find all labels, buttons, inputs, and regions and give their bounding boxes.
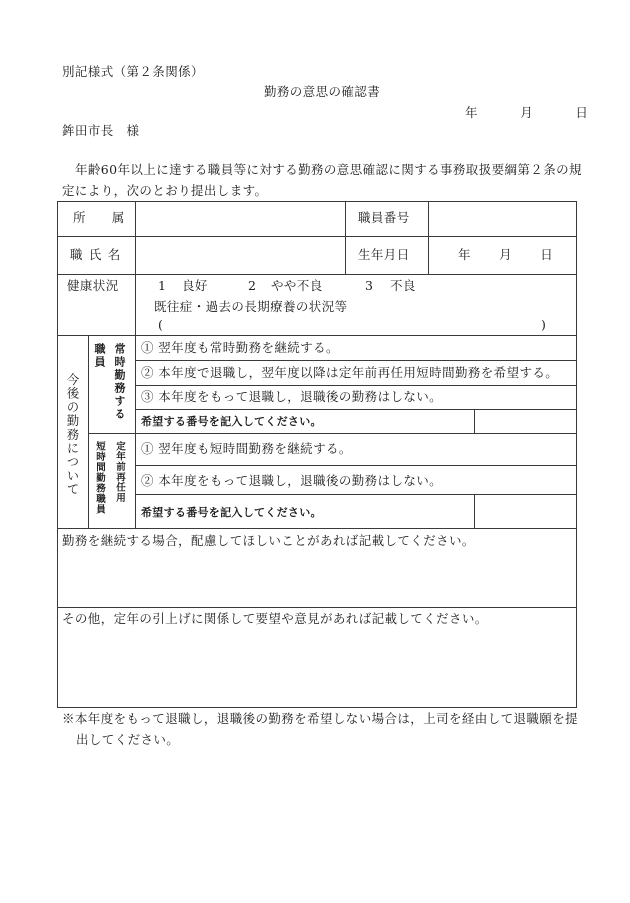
addressee: 鉾田市長 様	[62, 123, 140, 138]
intro-text-line-1: 年齢60年以上に達する職員等に対する勤務の意思確認に関する事務取扱要綱第２条の規	[75, 162, 582, 177]
name-field[interactable]	[136, 237, 344, 273]
table-rule	[576, 201, 577, 708]
birthdate-placeholder: 年 月 日	[458, 247, 554, 262]
health-option-number: 2	[248, 278, 257, 293]
considerations-prompt: 勤務を継続する場合，配慮してほしいことがあれば記載してください。	[62, 533, 475, 548]
fulltime-choice-field[interactable]	[475, 410, 575, 432]
name-label: 職 氏 名	[70, 247, 122, 262]
affiliation-field[interactable]	[136, 202, 344, 235]
table-rule	[57, 707, 577, 708]
table-rule	[88, 433, 576, 434]
fulltime-staff-label-line-2: 職員	[93, 343, 106, 369]
parttime-choice-prompt: 希望する番号を記入してください。	[141, 506, 322, 519]
fulltime-option-2: ② 本年度で退職し，翌年度以降は定年前再任用短時間勤務を希望する。	[141, 365, 559, 380]
document-title: 勤務の意思の確認書	[264, 84, 381, 99]
fulltime-option-3: ③ 本年度をもって退職し，退職後の勤務はしない。	[141, 389, 443, 404]
table-rule	[135, 385, 576, 386]
footnote-line-2: 出してください。	[76, 732, 180, 747]
affiliation-label: 所 属	[73, 210, 125, 225]
table-rule	[57, 528, 576, 529]
date-line: 年 月 日	[465, 105, 590, 120]
health-option-number: 1	[158, 278, 167, 293]
birthdate-label: 生年月日	[358, 247, 410, 262]
paren-open: (	[158, 317, 164, 332]
health-option-poor: 不良	[390, 278, 416, 293]
form-reference: 別記様式（第２条関係）	[62, 64, 204, 79]
fulltime-option-1: ① 翌年度も常時勤務を継続する。	[141, 340, 339, 355]
health-option-good: 良好	[182, 278, 208, 293]
health-label: 健康状況	[67, 278, 119, 293]
other-comments-field[interactable]	[58, 630, 575, 706]
future-section-label: 今後の勤務について	[65, 373, 80, 497]
considerations-field[interactable]	[58, 552, 575, 606]
medical-history-label: 既往症・過去の長期療養の状況等	[154, 299, 348, 314]
paren-close: )	[541, 317, 547, 332]
parttime-staff-label-line-2: 短時間勤務職員	[94, 441, 105, 515]
table-rule	[88, 335, 89, 528]
parttime-option-2: ② 本年度をもって退職し，退職後の勤務はしない。	[141, 473, 443, 488]
footnote-line-1: ※本年度をもって退職し，退職後の勤務を希望しない場合は，上司を経由して退職願を提	[62, 711, 579, 726]
parttime-option-1: ① 翌年度も短時間勤務を継続する。	[141, 441, 352, 456]
table-rule	[135, 360, 576, 361]
medical-history-field[interactable]	[166, 316, 538, 333]
other-comments-prompt: その他，定年の引上げに関係して要望や意見があれば記載してください。	[62, 611, 488, 626]
fulltime-staff-label-line-1: 常時勤務する	[113, 343, 126, 421]
fulltime-choice-prompt: 希望する番号を記入してください。	[141, 415, 322, 428]
table-rule	[57, 607, 576, 608]
table-rule	[135, 465, 576, 466]
table-rule	[345, 201, 346, 274]
intro-text-line-2: 定により，次のとおり提出します。	[62, 183, 268, 198]
parttime-staff-label-line-1: 定年前再任用	[114, 441, 125, 503]
employee-number-field[interactable]	[429, 202, 575, 235]
health-option-fair: やや不良	[271, 278, 323, 293]
parttime-choice-field[interactable]	[475, 495, 575, 527]
health-option-number: 3	[365, 278, 374, 293]
employee-number-label: 職員番号	[358, 210, 410, 225]
